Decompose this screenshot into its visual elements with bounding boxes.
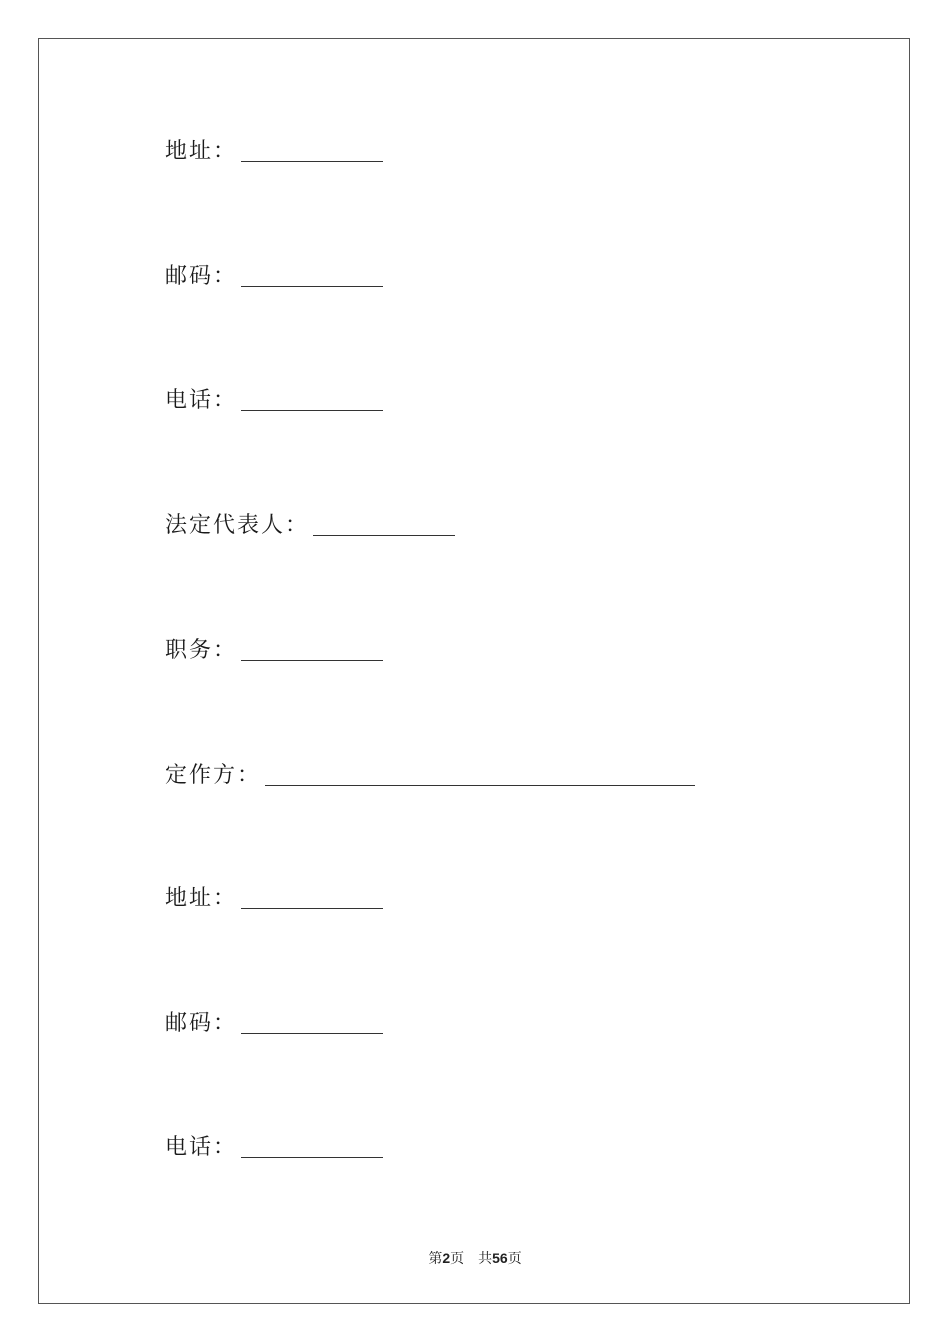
field-phone-2: [165, 1131, 383, 1161]
total-prefix: 共: [478, 1251, 493, 1267]
field-label: 邮码：: [165, 264, 238, 289]
field-ordering-party: [165, 759, 695, 789]
field-address: [165, 135, 383, 165]
page-suffix: 页: [450, 1251, 465, 1267]
ordering-party-blank[interactable]: [265, 765, 695, 786]
address-blank[interactable]: [241, 141, 383, 162]
position-blank[interactable]: [241, 640, 383, 661]
field-phone: [165, 384, 383, 414]
field-address-2: [165, 882, 383, 912]
field-postcode-2: [165, 1007, 383, 1037]
legal-representative-blank[interactable]: [313, 515, 455, 536]
page-number: 2: [442, 1250, 451, 1266]
total-suffix: 页: [507, 1251, 522, 1267]
address-blank[interactable]: [241, 888, 383, 909]
field-label: 邮码：: [165, 1011, 238, 1036]
page-prefix: 第: [428, 1251, 443, 1267]
field-label: 地址：: [165, 886, 238, 911]
field-position: [165, 634, 383, 664]
page-footer: [0, 1248, 950, 1268]
field-label: 定作方：: [165, 763, 262, 788]
postcode-blank[interactable]: [241, 1013, 383, 1034]
field-label: 地址：: [165, 139, 238, 164]
total-pages: 56: [492, 1250, 508, 1266]
field-label: 电话：: [165, 388, 238, 413]
phone-blank[interactable]: [241, 390, 383, 411]
field-label: 法定代表人：: [165, 513, 310, 538]
phone-blank[interactable]: [241, 1137, 383, 1158]
field-legal-representative: [165, 509, 455, 539]
field-label: 职务：: [165, 638, 238, 663]
field-label: 电话：: [165, 1135, 238, 1160]
field-postcode: [165, 260, 383, 290]
page-frame: [38, 38, 910, 1304]
postcode-blank[interactable]: [241, 266, 383, 287]
